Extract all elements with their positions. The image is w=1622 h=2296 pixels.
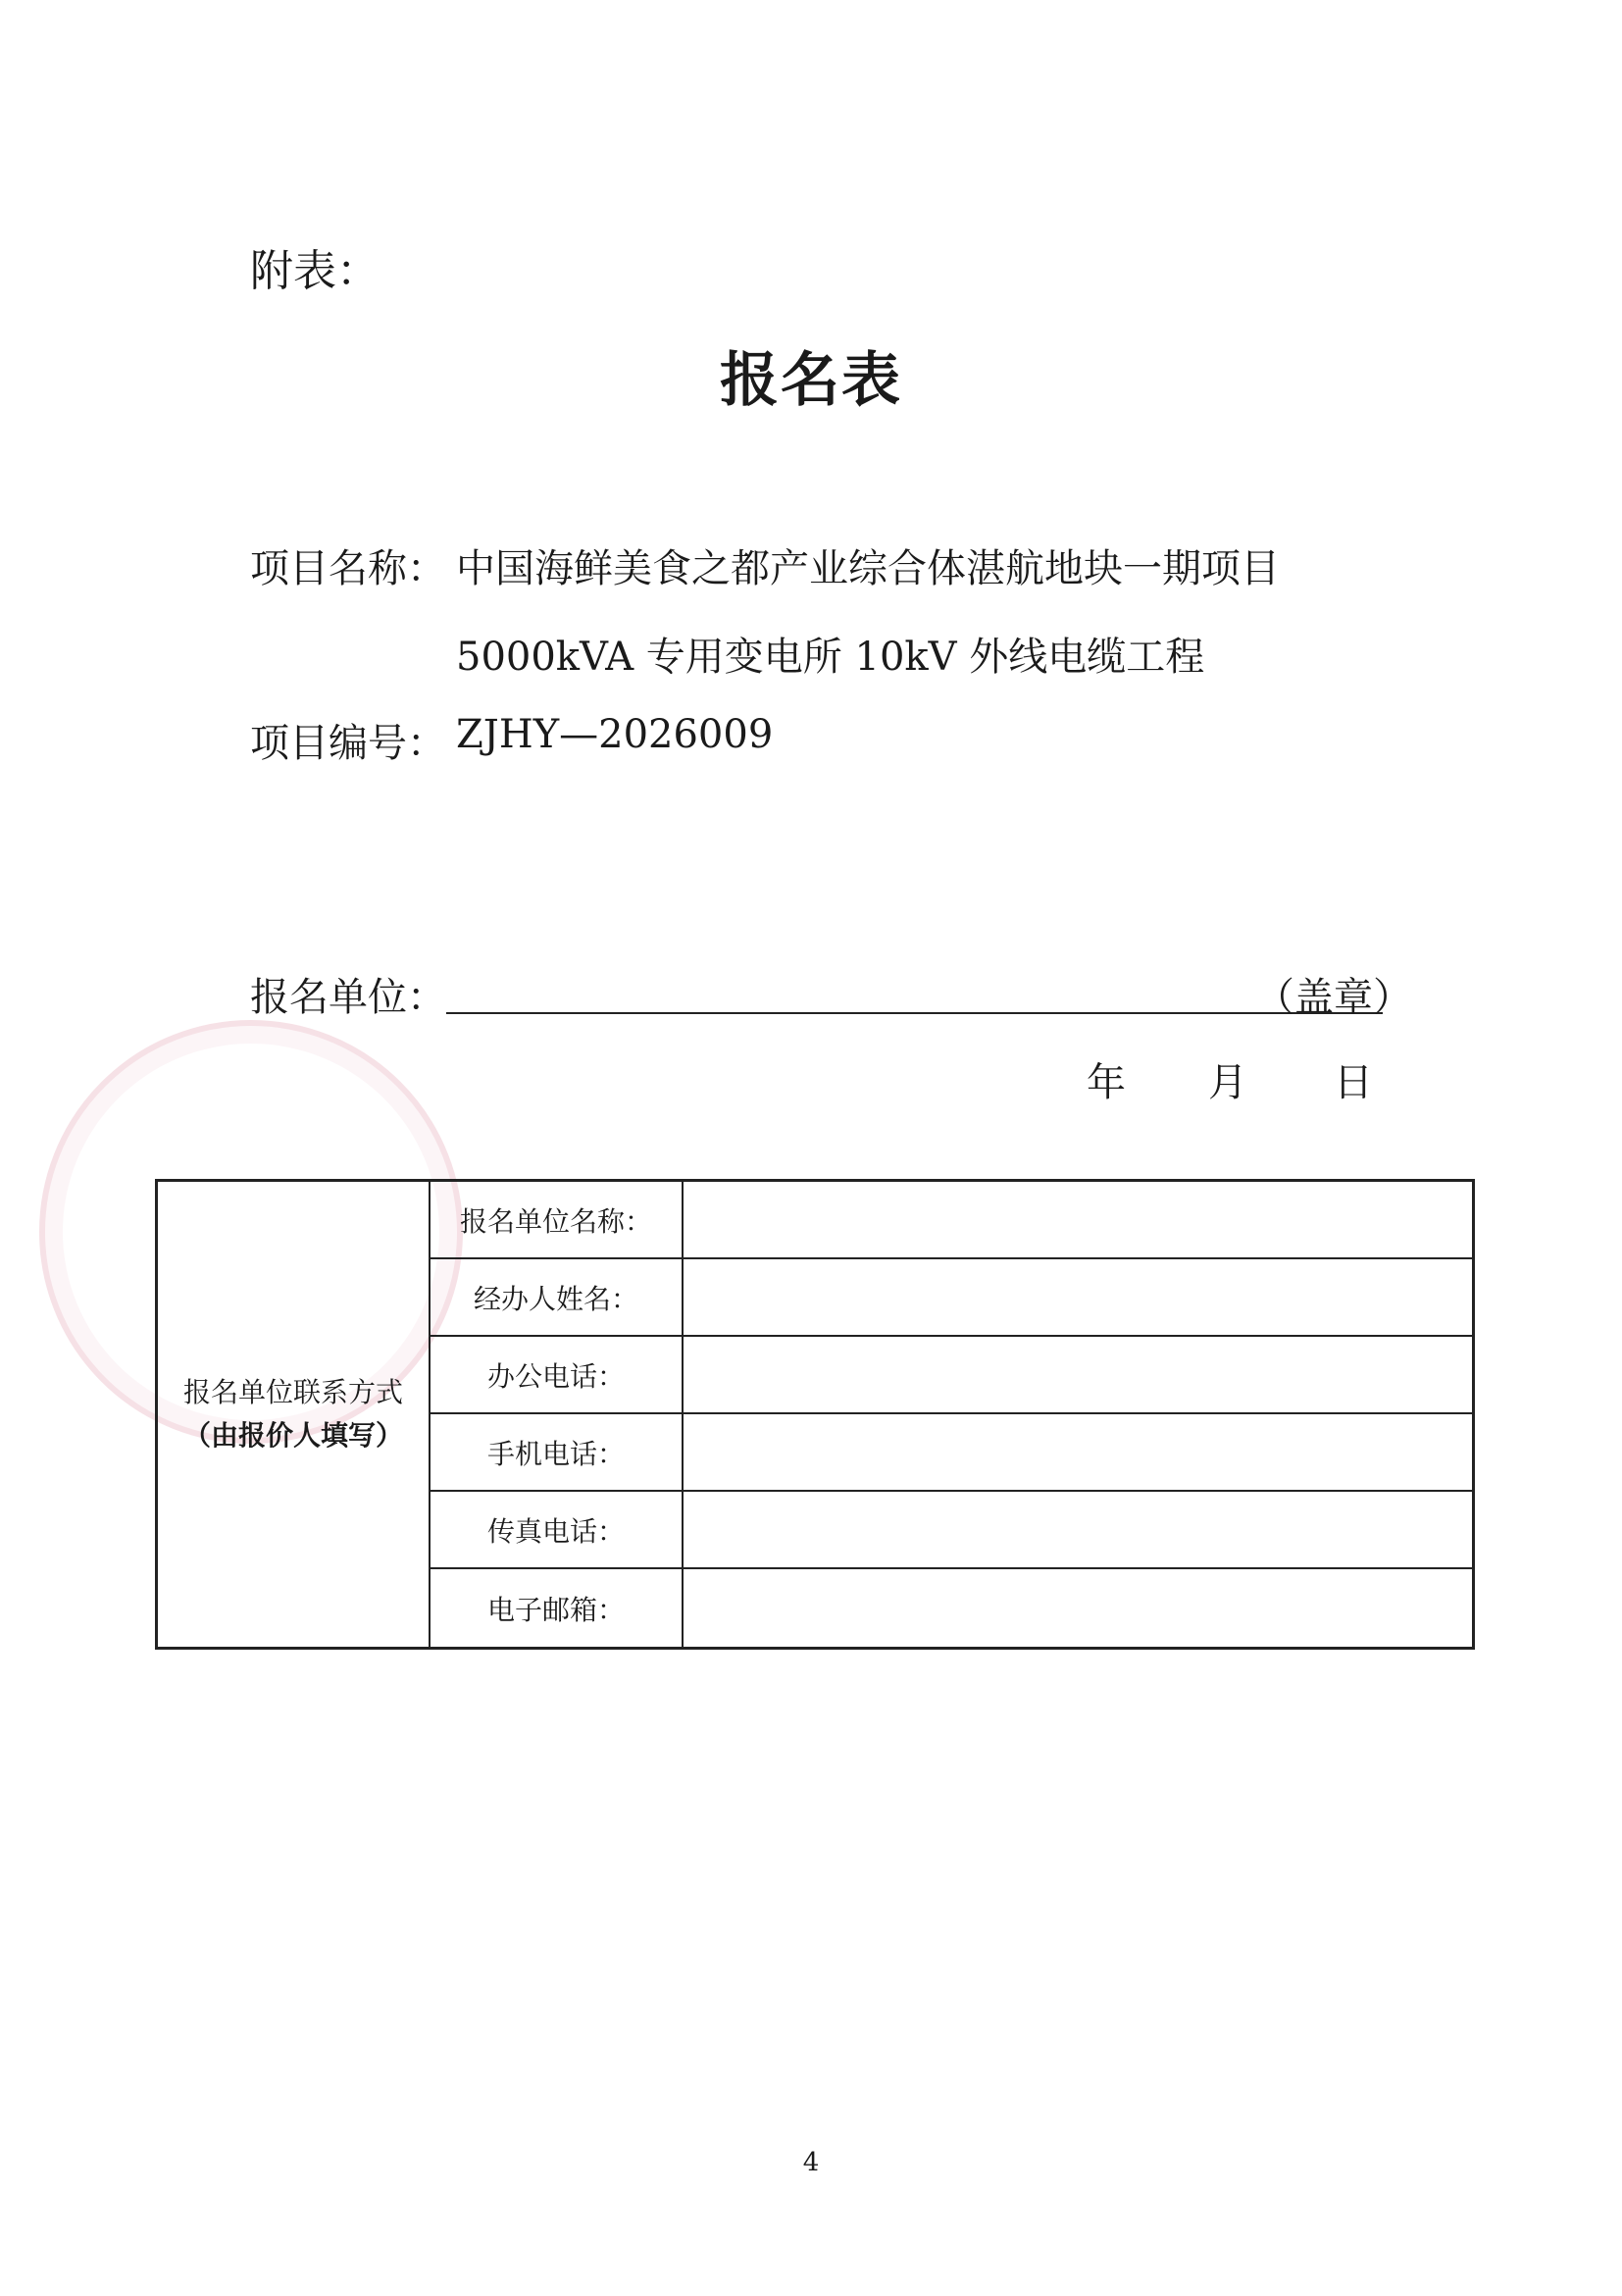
row-value-field[interactable]	[684, 1337, 1472, 1412]
row-label: 电子邮箱：	[431, 1569, 684, 1647]
page-number: 4	[802, 2148, 820, 2177]
table-row-agent-name	[431, 1259, 1472, 1337]
project-name-line-2: 5000kVA 专用变电所 10kV 外线电缆工程	[456, 635, 1205, 680]
table-row-office-phone	[431, 1337, 1472, 1414]
date-day-label: 日	[1334, 1060, 1373, 1105]
table-row-fax	[431, 1492, 1472, 1569]
date-month-label: 月	[1208, 1060, 1247, 1105]
contact-group-note: （由报价人填写）	[182, 1419, 403, 1452]
contact-group-label: 报名单位联系方式	[182, 1376, 403, 1408]
project-name-label: 项目名称：	[250, 546, 446, 591]
signup-unit-label: 报名单位：	[250, 975, 446, 1020]
document-title: 报名表	[720, 346, 902, 415]
row-label: 手机电话：	[431, 1414, 684, 1490]
row-value-field[interactable]	[684, 1569, 1472, 1647]
row-label: 办公电话：	[431, 1337, 684, 1412]
contact-table	[155, 1179, 1475, 1650]
row-value-field[interactable]	[684, 1182, 1472, 1257]
row-label: 经办人姓名：	[431, 1259, 684, 1335]
project-number-label: 项目编号：	[250, 721, 446, 766]
project-number-value: ZJHY—2026009	[456, 712, 774, 757]
row-label: 传真电话：	[431, 1492, 684, 1567]
row-label: 报名单位名称：	[431, 1182, 684, 1257]
table-row-email	[431, 1569, 1472, 1647]
contact-rows	[431, 1182, 1472, 1647]
attachment-label: 附表：	[250, 246, 380, 296]
seal-note: （盖章）	[1255, 975, 1412, 1020]
row-value-field[interactable]	[684, 1492, 1472, 1567]
row-value-field[interactable]	[684, 1259, 1472, 1335]
table-row-unit-name	[431, 1182, 1472, 1259]
row-value-field[interactable]	[684, 1414, 1472, 1490]
project-name-line-1: 中国海鲜美食之都产业综合体湛航地块一期项目	[456, 546, 1280, 591]
date-year-label: 年	[1087, 1060, 1126, 1105]
table-row-mobile-phone	[431, 1414, 1472, 1492]
contact-group-cell	[158, 1182, 431, 1647]
signup-unit-underline[interactable]	[446, 1012, 1383, 1014]
